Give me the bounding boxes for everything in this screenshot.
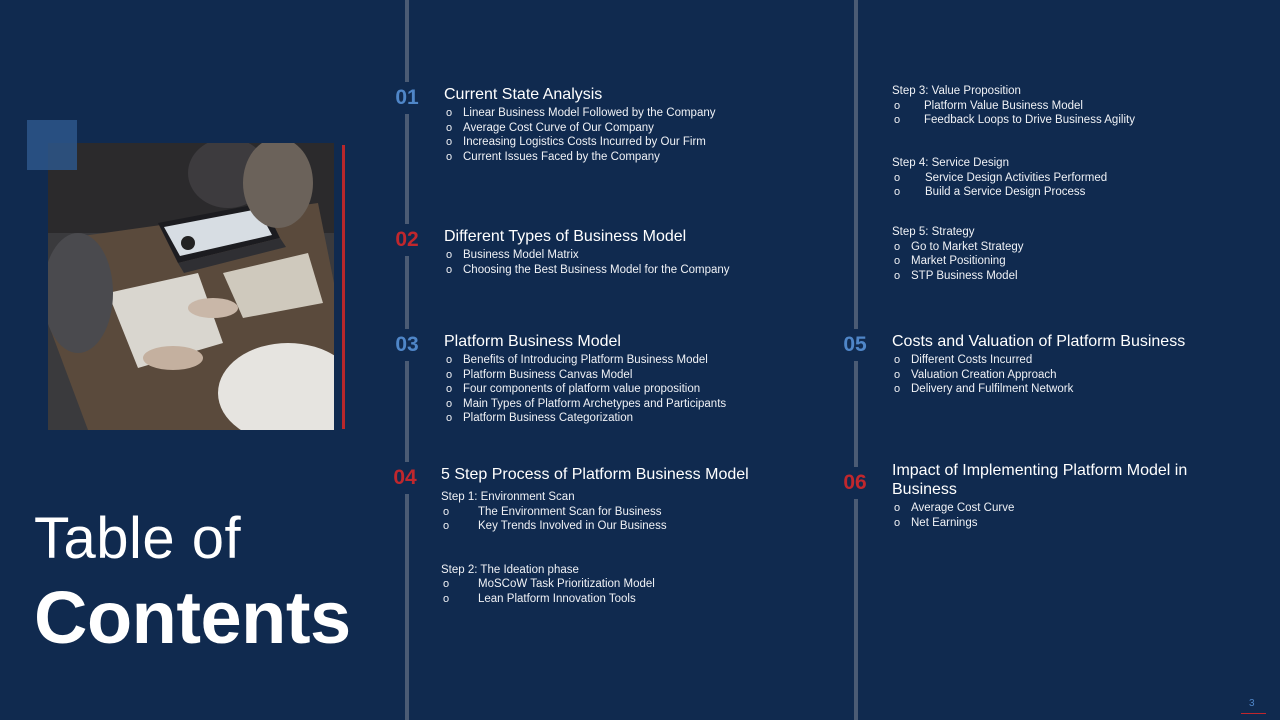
list-item: o Net Earnings — [892, 516, 1222, 531]
list-item: o Delivery and Fulfilment Network — [892, 382, 1185, 397]
section-02 — [444, 227, 730, 277]
step-5 — [892, 225, 1024, 283]
title-line-1: Table of — [34, 506, 242, 571]
step-1 — [441, 490, 749, 534]
step-heading: Step 2: The Ideation phase — [441, 563, 579, 576]
title-line-2: Contents — [34, 576, 351, 659]
list-item: o Linear Business Model Followed by the Company — [444, 106, 716, 121]
step-heading: Step 3: Value Proposition — [892, 85, 1021, 97]
section-number-05: 05 — [838, 329, 872, 361]
section-06 — [892, 461, 1222, 530]
list-item: o Benefits of Introducing Platform Business Model — [444, 353, 726, 368]
list-item: o Go to Market Strategy — [892, 240, 1024, 255]
accent-bar — [342, 145, 345, 429]
list-item: o Platform Business Categorization — [444, 411, 726, 426]
section-number-03: 03 — [390, 329, 424, 361]
step-heading: Step 4: Service Design — [892, 157, 1009, 169]
list-item: o Four components of platform value proposition — [444, 382, 726, 397]
section-03 — [444, 332, 726, 426]
page-number-underline — [1241, 713, 1266, 714]
list-item: o Build a Service Design Process — [892, 185, 1107, 200]
page-number: 3 — [1249, 698, 1255, 709]
list-item: o Different Costs Incurred — [892, 353, 1185, 368]
list-item: o Average Cost Curve of Our Company — [444, 121, 716, 136]
list-item: o Valuation Creation Approach — [892, 368, 1185, 383]
list-item: o STP Business Model — [892, 269, 1024, 284]
step-heading: Step 1: Environment Scan — [441, 491, 575, 503]
section-title: Costs and Valuation of Platform Business — [892, 333, 1186, 350]
list-item: o MoSCoW Task Prioritization Model — [441, 577, 749, 592]
list-item: o Increasing Logistics Costs Incurred by Our Firm — [444, 135, 716, 150]
section-number-06: 06 — [838, 467, 872, 499]
section-title: 5 Step Process of Platform Business Model — [441, 466, 749, 483]
step-4 — [892, 156, 1107, 200]
list-item: o Average Cost Curve — [892, 501, 1222, 516]
meeting-photo — [48, 143, 334, 430]
list-item: o Main Types of Platform Archetypes and Participants — [444, 397, 726, 412]
list-item: o Service Design Activities Performed — [892, 171, 1107, 186]
section-number-01: 01 — [390, 82, 424, 114]
step-2 — [441, 563, 749, 607]
accent-square — [27, 120, 77, 170]
list-item: o Lean Platform Innovation Tools — [441, 592, 749, 607]
list-item: o Platform Value Business Model — [892, 99, 1135, 114]
list-item: o Choosing the Best Business Model for the Company — [444, 263, 730, 278]
section-title: Platform Business Model — [444, 333, 621, 350]
section-title: Current State Analysis — [444, 86, 603, 103]
meeting-photo-image — [48, 143, 334, 430]
section-title: Impact of Implementing Platform Model in Business — [892, 462, 1188, 498]
section-number-02: 02 — [390, 224, 424, 256]
list-item: o Platform Business Canvas Model — [444, 368, 726, 383]
section-01 — [444, 85, 716, 164]
section-number-04: 04 — [388, 462, 422, 494]
section-title: Different Types of Business Model — [444, 228, 687, 245]
step-3 — [892, 84, 1135, 128]
list-item: o The Environment Scan for Business — [441, 505, 749, 520]
list-item: o Business Model Matrix — [444, 248, 730, 263]
section-04 — [441, 465, 749, 606]
section-05 — [892, 332, 1185, 397]
list-item: o Feedback Loops to Drive Business Agility — [892, 113, 1135, 128]
step-heading: Step 5: Strategy — [892, 226, 975, 238]
list-item: o Current Issues Faced by the Company — [444, 150, 716, 165]
list-item: o Key Trends Involved in Our Business — [441, 519, 749, 534]
list-item: o Market Positioning — [892, 254, 1024, 269]
